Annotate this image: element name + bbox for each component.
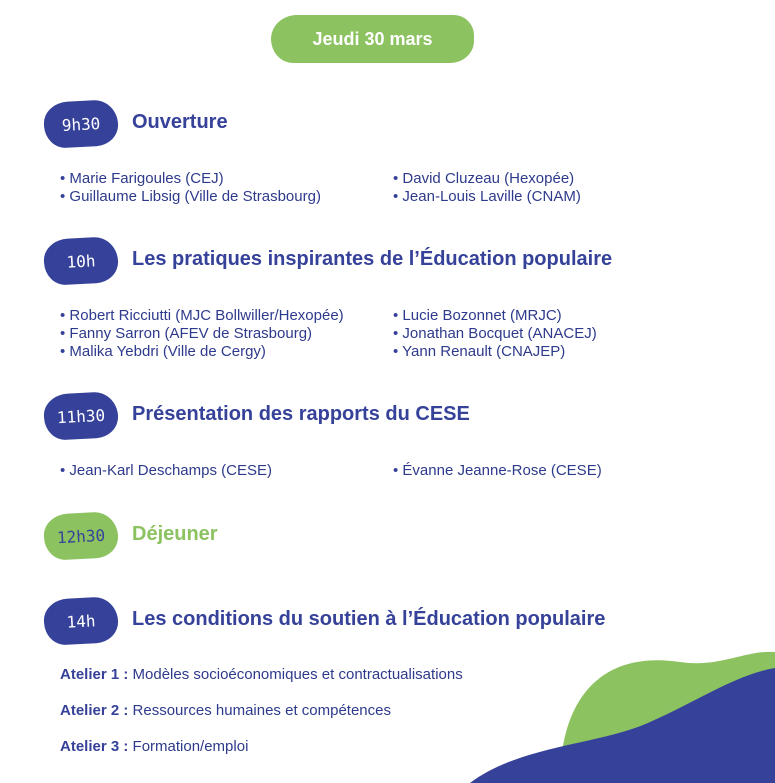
section-title: Ouverture (132, 111, 228, 133)
atelier-label: Atelier 1 : (60, 666, 129, 683)
atelier-item (60, 738, 248, 755)
speaker: • Évanne Jeanne-Rose (CESE) (393, 462, 602, 480)
speaker: • Guillaume Libsig (Ville de Strasbourg) (60, 188, 321, 206)
date-badge: Jeudi 30 mars (271, 15, 474, 63)
atelier-text: Ressources humaines et compétences (128, 702, 391, 719)
speaker: • Jean-Karl Deschamps (CESE) (60, 462, 272, 480)
section-title: Déjeuner (132, 523, 218, 545)
time-badge: 9h30 (43, 99, 119, 149)
atelier-text: Modèles socioéconomiques et contractualisations (128, 666, 463, 683)
section-title: Les conditions du soutien à l’Éducation populaire (132, 608, 606, 630)
speaker: • Fanny Sarron (AFEV de Strasbourg) (60, 325, 344, 343)
speaker: • Lucie Bozonnet (MRJC) (393, 307, 597, 325)
time-badge: 14h (43, 596, 119, 646)
time-badge: 11h30 (43, 391, 119, 441)
speaker: • Jean-Louis Laville (CNAM) (393, 188, 581, 206)
speaker: • Marie Farigoules (CEJ) (60, 170, 321, 188)
speaker: • Robert Ricciutti (MJC Bollwiller/Hexopée) (60, 307, 344, 325)
section-title: Les pratiques inspirantes de l’Éducation populaire (132, 248, 613, 270)
speaker: • Yann Renault (CNAJEP) (393, 343, 597, 361)
atelier-text: Formation/emploi (128, 738, 249, 755)
speaker: • Malika Yebdri (Ville de Cergy) (60, 343, 344, 361)
time-badge: 12h30 (43, 511, 119, 561)
atelier-item (60, 702, 391, 719)
section-title: Présentation des rapports du CESE (132, 403, 470, 425)
speaker: • David Cluzeau (Hexopée) (393, 170, 581, 188)
atelier-label: Atelier 2 : (60, 702, 129, 719)
atelier-label: Atelier 3 : (60, 738, 129, 755)
speaker: • Jonathan Bocquet (ANACEJ) (393, 325, 597, 343)
time-badge: 10h (43, 236, 119, 286)
atelier-item (60, 666, 463, 683)
